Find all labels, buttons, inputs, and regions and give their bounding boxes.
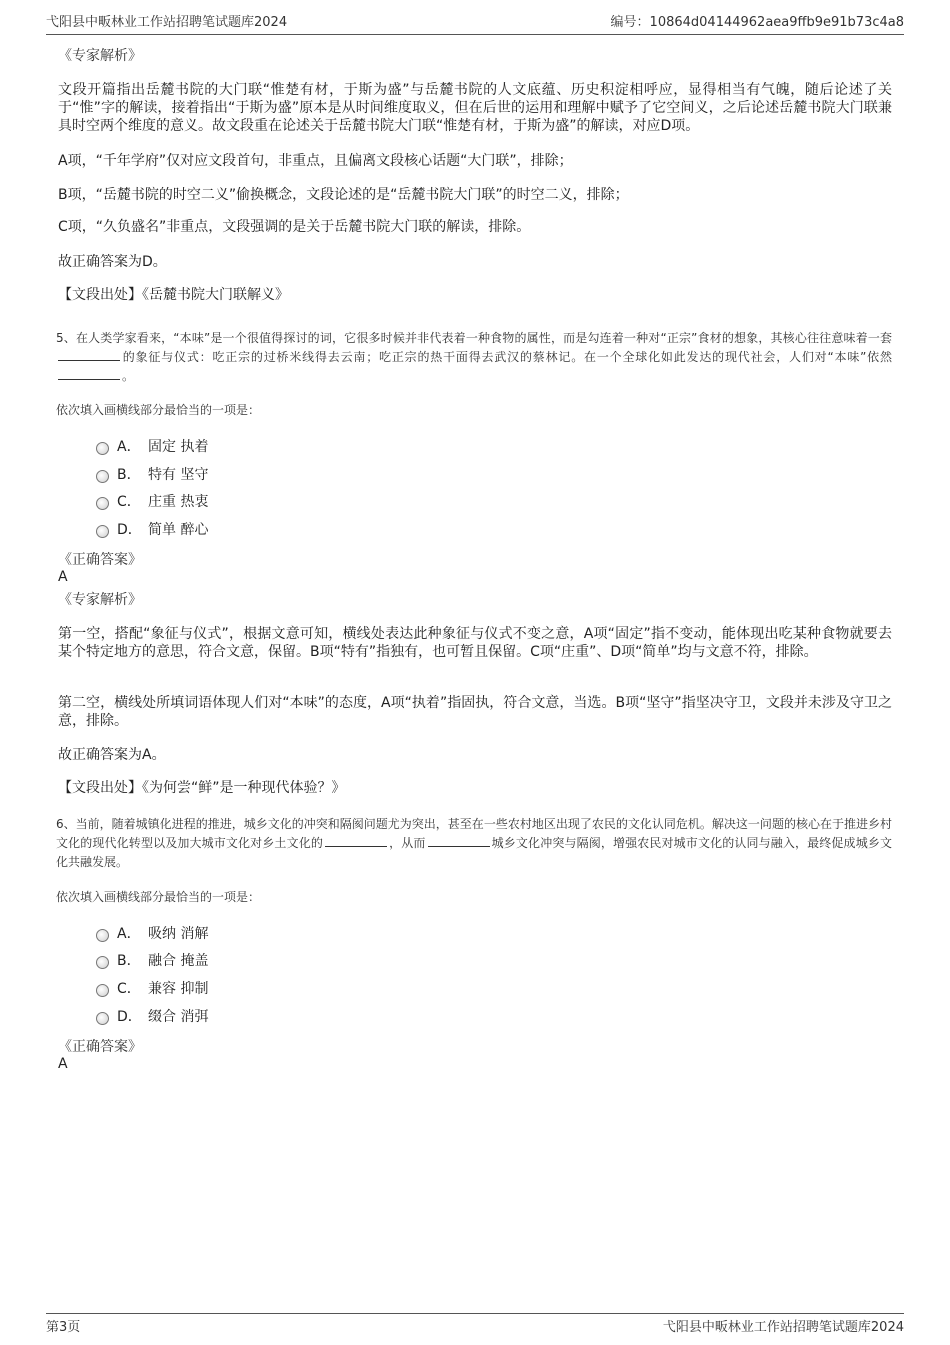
radio-icon[interactable] (96, 956, 109, 969)
footer-title: 弋阳县中畈林业工作站招聘笔试题库2024 (662, 1320, 904, 1335)
header-code: 编号：10864d04144962aea9ffb9e91b73c4a8 (610, 15, 904, 30)
q4-option-a-note: A项，“千年学府”仅对应文段首句，非重点，且偏离文段核心话题“大门联”，排除； (58, 153, 573, 169)
q5-expert-label: 《专家解析》 (58, 592, 142, 608)
q6-stem-part3: 城乡文化冲突与隔阂，增强农民对城市文化的认同与融入，最终促成城乡文化共融发展。 (56, 836, 892, 869)
q6-stem (56, 815, 892, 872)
q5-blank-2 (58, 367, 120, 380)
q6-prompt: 依次填入画横线部分最恰当的一项是： (56, 890, 261, 904)
page-footer (46, 1313, 904, 1334)
radio-icon[interactable] (96, 1012, 109, 1025)
q6-stem-part1: 6、当前，随着城镇化进程的推进，城乡文化的冲突和隔阂问题尤为突出，甚至在一些农村地区出现了农民的文化认同危机。解决这一问题的核心在于推进乡村文化的现代化转型以及加大城市文化对乡土文化的 (56, 817, 892, 850)
q5-blank-1 (58, 348, 120, 361)
radio-icon[interactable] (96, 497, 109, 510)
q5-analysis-2: 第二空，横线处所填词语体现人们对“本味”的态度，A项“执着”指固执，符合文意，当选。B项“坚守”指坚决守卫，文段并未涉及守卫之意，排除。 (58, 695, 892, 729)
q5-stem (56, 329, 892, 386)
q6-answer: A (58, 1056, 68, 1072)
q6-answer-label: 《正确答案》 (58, 1039, 142, 1055)
q4-conclusion: 故正确答案为D。 (58, 254, 167, 270)
radio-icon[interactable] (96, 525, 109, 538)
q5-stem-part1: 5、在人类学家看来，“本味”是一个很值得探讨的词，它很多时候并非代表着一种食物的属性，而是勾连着一种对“正宗”食材的想象，其核心往往意味着一套 (56, 331, 892, 345)
footer-page-number: 第3页 (46, 1320, 81, 1335)
q5-stem-part3: 。 (122, 369, 135, 383)
radio-icon[interactable] (96, 470, 109, 483)
q5-answer-label: 《正确答案》 (58, 552, 142, 568)
q4-source: 【文段出处】《岳麓书院大门联解义》 (58, 287, 289, 303)
q5-prompt: 依次填入画横线部分最恰当的一项是： (56, 403, 261, 417)
q6-stem-part2: ，从而 (388, 836, 426, 850)
q5-conclusion: 故正确答案为A。 (58, 747, 166, 763)
q5-stem-part2: 的象征与仪式：吃正宗的过桥米线得去云南；吃正宗的热干面得去武汉的蔡林记。在一个全球化如此发达的现代社会，人们对“本味”依然 (122, 350, 892, 364)
q6-blank-1 (325, 834, 387, 847)
radio-icon[interactable] (96, 442, 109, 455)
radio-icon[interactable] (96, 929, 109, 942)
q4-expert-label: 《专家解析》 (58, 48, 142, 64)
q5-answer: A (58, 569, 68, 585)
page-header (46, 14, 904, 35)
radio-icon[interactable] (96, 984, 109, 997)
q5-source: 【文段出处】《为何尝“鲜”是一种现代体验？》 (58, 780, 346, 796)
q4-option-c-note: C项，“久负盛名”非重点，文段强调的是关于岳麓书院大门联的解读，排除。 (58, 219, 531, 235)
q4-analysis: 文段开篇指出岳麓书院的大门联“惟楚有材，于斯为盛”与岳麓书院的人文底蕴、历史积淀相呼应，显得相当有气魄，随后论述了关于“惟”字的解读，接着指出“于斯为盛”原本是从时间维度取义，但在后世的运用和理解中赋予了它空间义，之后论述岳麓书院大门联兼具时空两个维度的意义。故文段重在论述关于岳麓书院大门联“惟楚有材，于斯为盛”的解读，对应D项。 (58, 82, 892, 134)
q6-blank-2 (428, 834, 490, 847)
header-title: 弋阳县中畈林业工作站招聘笔试题库2024 (46, 15, 288, 30)
q5-analysis-1: 第一空，搭配“象征与仪式”，根据文意可知，横线处表达此种象征与仪式不变之意，A项“固定”指不变动，能体现出吃某种食物就要去某个特定地方的意思，符合文意，保留。B项“特有”指独有，也可暂且保留。C项“庄重”、D项“简单”均与文意不符，排除。 (58, 626, 892, 660)
q4-option-b-note: B项，“岳麓书院的时空二义”偷换概念，文段论述的是“岳麓书院大门联”的时空二义，排除； (58, 187, 629, 203)
